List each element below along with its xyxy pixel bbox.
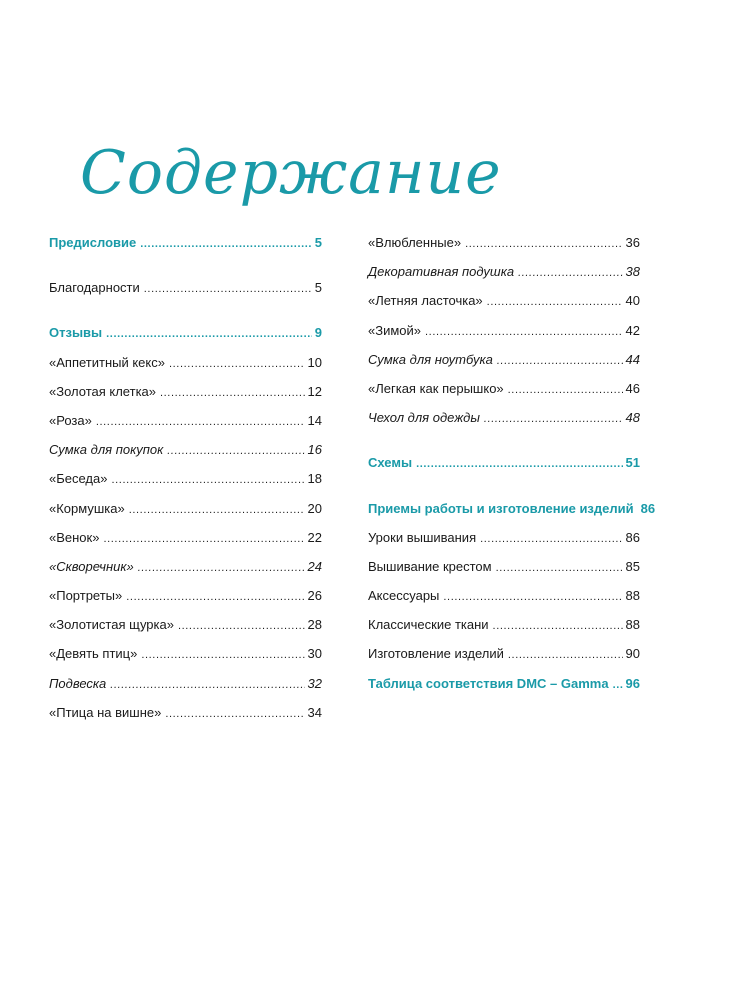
dot-leader: [496, 554, 623, 583]
dot-leader: [508, 376, 623, 405]
toc-entry[interactable]: [49, 669, 322, 698]
toc-entry[interactable]: [49, 464, 322, 493]
toc-entry-page: 48: [625, 410, 640, 426]
toc-entry-page: 5: [314, 235, 322, 250]
toc-entry-page: 44: [625, 351, 640, 367]
toc-entry[interactable]: [368, 639, 640, 668]
toc-entry-label: «Кормушка»: [49, 500, 125, 516]
dot-leader: [169, 350, 305, 379]
toc-entry[interactable]: [368, 286, 640, 315]
toc-entry-page: 10: [307, 354, 322, 370]
toc-entry-label: «Венок»: [49, 529, 100, 545]
toc-entry-label: Классические ткани: [368, 617, 489, 633]
toc-entry-label: «Золотая клетка»: [49, 383, 156, 399]
dot-leader: [160, 379, 305, 408]
toc-entry-label: «Зимой»: [368, 322, 422, 338]
dot-leader: [103, 525, 304, 554]
toc-entry[interactable]: [49, 610, 322, 639]
toc-section-entry[interactable]: [49, 318, 322, 347]
toc-entry-label: «Аппетитный кекс»: [49, 354, 165, 370]
toc-entry-label: Предисловие: [49, 235, 137, 250]
toc-entry-page: 86: [625, 529, 640, 545]
toc-entry-label: Таблица соответствия DMC – Gamma: [368, 675, 609, 691]
toc-entry-page: 30: [307, 646, 322, 662]
dot-leader: [613, 671, 623, 700]
toc-entry-label: Приемы работы и изготовление изделий: [368, 500, 634, 516]
dot-leader: [140, 230, 312, 259]
toc-entry[interactable]: [49, 348, 322, 377]
toc-entry[interactable]: [49, 494, 322, 523]
toc-entry-page: 51: [625, 455, 640, 471]
dot-leader: [416, 450, 622, 479]
toc-entry-label: «Птица на вишне»: [49, 704, 162, 720]
dot-leader: [493, 612, 623, 641]
dot-leader: [508, 641, 623, 670]
toc-section-entry[interactable]: [368, 494, 656, 523]
dot-leader: [465, 230, 622, 259]
toc-left-column: [49, 228, 322, 727]
toc-entry-page: 12: [307, 383, 322, 399]
toc-entry-label: Отзывы: [49, 325, 103, 341]
toc-entry[interactable]: [49, 552, 322, 581]
toc-entry-page: 20: [307, 500, 322, 516]
toc-entry-label: «Девять птиц»: [49, 646, 138, 662]
toc-entry-label: Изготовление изделий: [368, 646, 504, 662]
toc-entry-page: 24: [307, 558, 322, 574]
toc-entry-page: 86: [640, 500, 656, 516]
dot-leader: [126, 583, 304, 612]
toc-entry-page: 85: [625, 558, 640, 574]
dot-leader: [110, 671, 304, 700]
toc-entry-page: 32: [307, 675, 322, 691]
toc-entry[interactable]: [49, 273, 322, 302]
dot-leader: [165, 700, 304, 729]
toc-entry-page: 18: [307, 471, 322, 487]
toc-entry-page: 22: [307, 529, 322, 545]
toc-entry[interactable]: [368, 523, 640, 552]
toc-entry[interactable]: [368, 345, 640, 374]
toc-entry-page: 28: [307, 617, 322, 633]
dot-leader: [96, 408, 305, 437]
toc-entry-page: 5: [314, 280, 322, 296]
toc-entry-label: «Летняя ласточка»: [368, 293, 483, 309]
toc-entry-label: «Беседа»: [49, 471, 108, 487]
dot-leader: [425, 318, 623, 347]
toc-entry[interactable]: [49, 581, 322, 610]
toc-entry[interactable]: [49, 698, 322, 727]
toc-entry[interactable]: [49, 377, 322, 406]
toc-entry-page: 90: [625, 646, 640, 662]
dot-leader: [443, 583, 622, 612]
toc-entry-label: Аксессуары: [368, 588, 440, 604]
toc-entry[interactable]: [368, 552, 640, 581]
toc-entry-page: 36: [625, 235, 640, 250]
toc-entry[interactable]: [368, 316, 640, 345]
toc-section-entry[interactable]: [368, 448, 640, 477]
toc-entry[interactable]: [368, 228, 640, 257]
toc-entry[interactable]: [49, 523, 322, 552]
toc-entry-page: 34: [307, 704, 322, 720]
toc-entry-page: 26: [307, 588, 322, 604]
toc-entry-label: Декоративная подушка: [368, 264, 515, 280]
toc-entry-label: Подвеска: [49, 675, 107, 691]
toc-entry-page: 42: [625, 322, 640, 338]
toc-entry[interactable]: [368, 403, 640, 432]
toc-entry-page: 9: [314, 325, 322, 341]
toc-entry-page: 96: [625, 675, 640, 691]
toc-entry[interactable]: [49, 435, 322, 464]
toc-entry-page: 38: [625, 264, 640, 280]
toc-entry-page: 46: [625, 380, 640, 396]
toc-entry[interactable]: [368, 581, 640, 610]
toc-entry[interactable]: [368, 257, 640, 286]
toc-entry[interactable]: [49, 406, 322, 435]
dot-leader: [144, 275, 312, 304]
toc-entry-label: Сумка для покупок: [49, 442, 164, 458]
dot-leader: [480, 525, 622, 554]
toc-entry-label: «Портреты»: [49, 588, 123, 604]
toc-entry-label: «Роза»: [49, 412, 92, 428]
toc-right-column: [368, 228, 656, 698]
toc-entry[interactable]: [368, 374, 640, 403]
toc-entry-page: 40: [625, 293, 640, 309]
dot-leader: [487, 288, 623, 317]
toc-entry-label: Чехол для одежды: [368, 410, 480, 426]
toc-entry-label: Вышивание крестом: [368, 558, 492, 574]
toc-entry-label: Схемы: [368, 455, 413, 471]
dot-leader: [497, 347, 623, 376]
toc-entry-label: Благодарности: [49, 280, 140, 296]
toc-entry-label: «Влюбленные»: [368, 235, 462, 250]
toc-entry[interactable]: [368, 610, 640, 639]
toc-entry-label: Сумка для ноутбука: [368, 351, 493, 367]
toc-entry[interactable]: [49, 639, 322, 668]
dot-leader: [484, 405, 623, 434]
toc-entry-label: «Легкая как перышко»: [368, 380, 504, 396]
toc-entry-page: 16: [307, 442, 322, 458]
dot-leader: [129, 496, 305, 525]
toc-entry-page: 14: [307, 412, 322, 428]
toc-section-entry[interactable]: [368, 669, 640, 698]
toc-entry-page: 88: [625, 588, 640, 604]
toc-entry-label: «Скворечник»: [49, 558, 134, 574]
dot-leader: [518, 259, 622, 288]
dot-leader: [138, 554, 305, 583]
toc-entry-label: Уроки вышивания: [368, 529, 477, 545]
toc-entry-page: 88: [625, 617, 640, 633]
page-title: Содержание: [80, 138, 502, 208]
dot-leader: [106, 320, 312, 349]
dot-leader: [141, 641, 304, 670]
toc-entry-label: «Золотистая щурка»: [49, 617, 174, 633]
dot-leader: [167, 437, 304, 466]
dot-leader: [178, 612, 305, 641]
dot-leader: [111, 466, 304, 495]
toc-section-entry[interactable]: [49, 228, 322, 257]
